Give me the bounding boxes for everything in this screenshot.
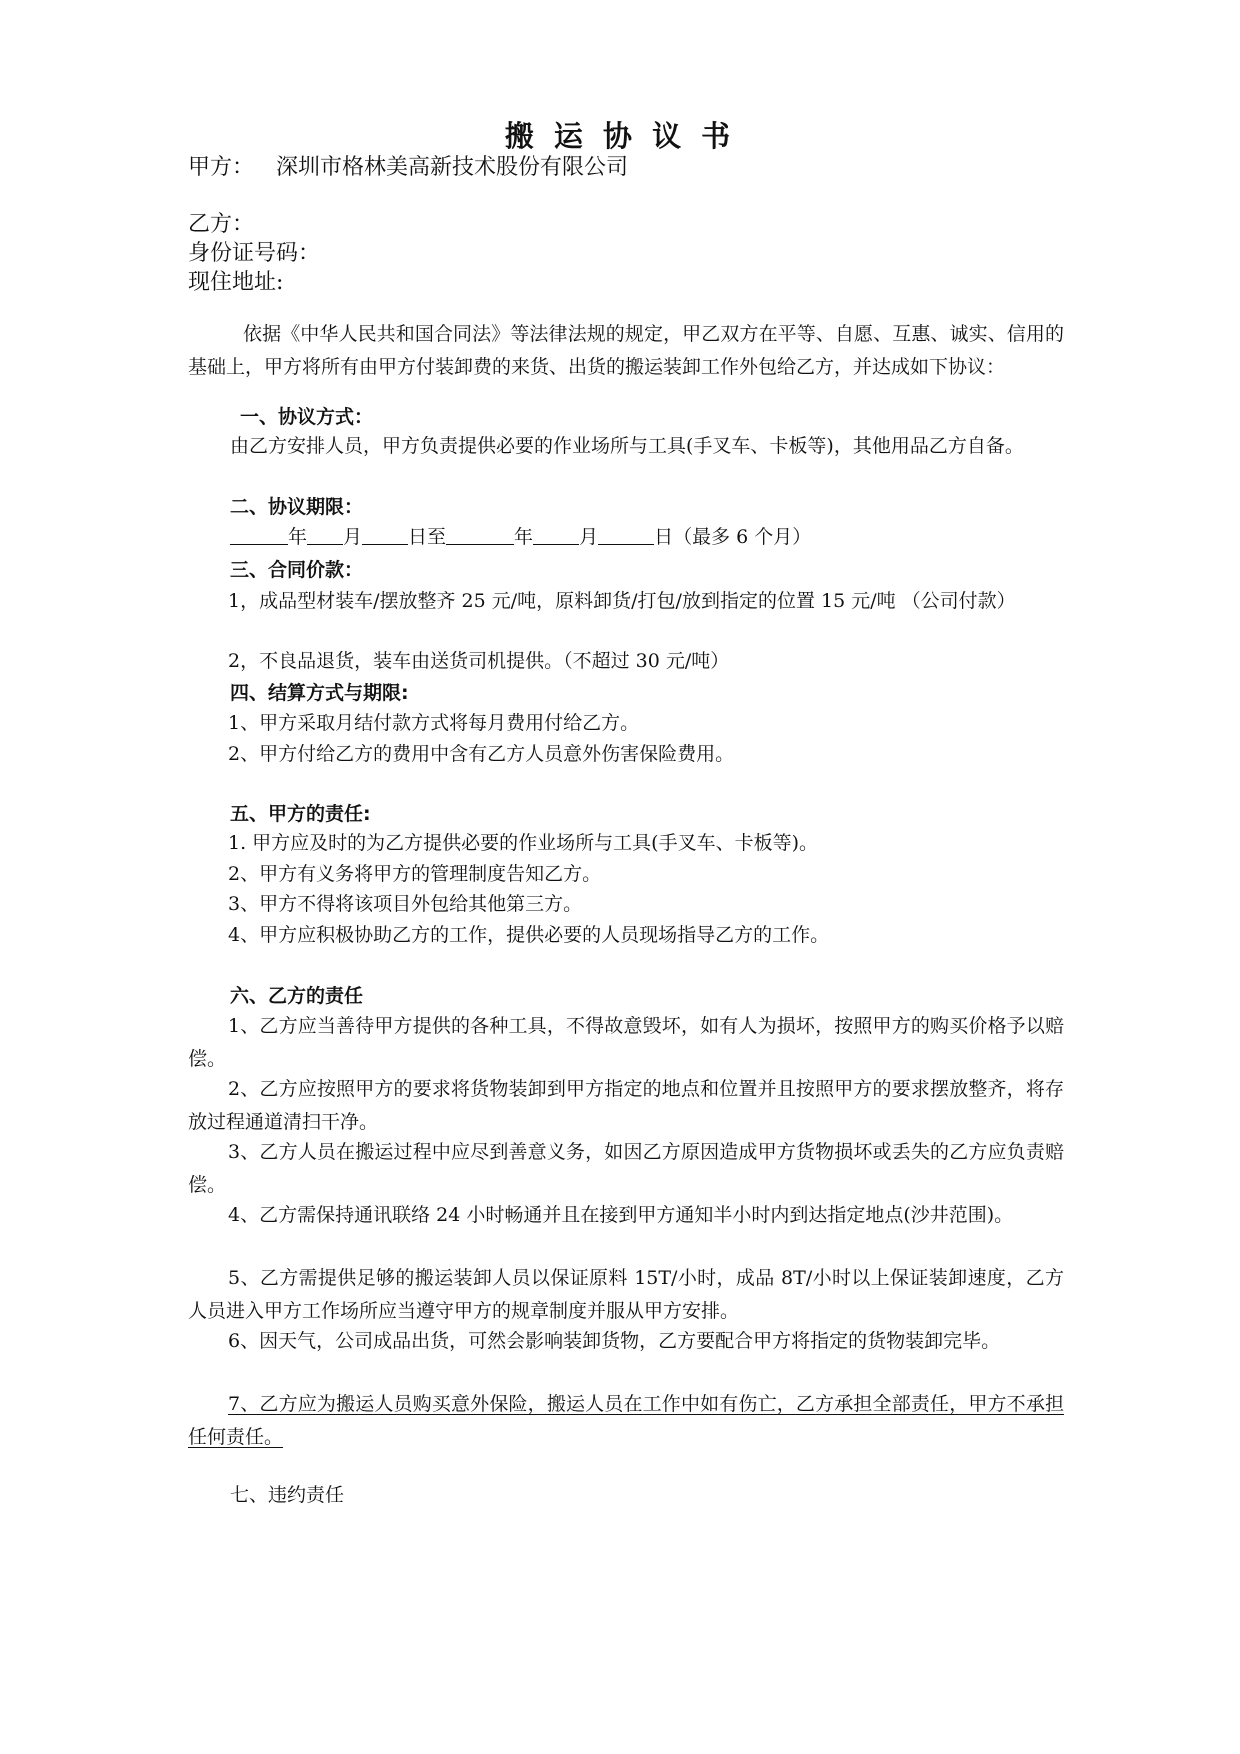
section-6-item-3: 3、乙方人员在搬运过程中应尽到善意义务，如因乙方原因造成甲方货物损坏或丢失的乙方应负责赔偿。 xyxy=(188,1141,1064,1196)
id-number-label: 身份证号码： xyxy=(188,241,321,266)
section-6-item-7: 7、乙方应为搬运人员购买意外保险，搬运人员在工作中如有伤亡，乙方承担全部责任，甲方不承担任何责任。 xyxy=(188,1393,1064,1448)
intro-paragraph: 依据《中华人民共和国合同法》等法律法规的规定，甲乙双方在平等、自愿、互惠、诚实、信用的基础上，甲方将所有由甲方付装卸费的来货、出货的搬运装卸工作外包给乙方，并达成如下协议： xyxy=(188,323,1064,378)
party-a-value: 深圳市格林美高新技术股份有限公司 xyxy=(276,155,629,180)
start-day-blank[interactable] xyxy=(362,520,408,545)
section-3-item-1: 1，成品型材装车/摆放整齐 25 元/吨，原料卸货/打包/放到指定的位置 15 元/吨 （公司付款） xyxy=(228,590,1016,612)
section-1-body: 由乙方安排人员，甲方负责提供必要的作业场所与工具(手叉车、卡板等)，其他用品乙方自备。 xyxy=(230,435,1024,457)
section-1-heading: 一、协议方式： xyxy=(240,406,374,428)
section-4-item-1: 1、甲方采取月结付款方式将每月费用付给乙方。 xyxy=(228,712,640,734)
end-month-label: 月 xyxy=(579,526,599,548)
address-label: 现住地址: xyxy=(188,270,284,295)
section-5-item-1: 1. 甲方应及时的为乙方提供必要的作业场所与工具(手叉车、卡板等)。 xyxy=(228,832,818,854)
section-6-item-4: 4、乙方需保持通讯联络 24 小时畅通并且在接到甲方通知半小时内到达指定地点(沙井范围)。 xyxy=(228,1204,1014,1226)
section-6-heading: 六、乙方的责任 xyxy=(230,985,364,1007)
end-year-label: 年 xyxy=(514,526,534,548)
party-b-label: 乙方： xyxy=(188,212,255,237)
document-title: 搬 运 协 议 书 xyxy=(504,119,736,153)
end-day-blank[interactable] xyxy=(598,520,654,545)
section-6-item-1: 1、乙方应当善待甲方提供的各种工具，不得故意毁坏，如有人为损坏，按照甲方的购买价格予以赔偿。 xyxy=(188,1015,1064,1070)
end-year-blank[interactable] xyxy=(446,520,514,545)
party-a-line xyxy=(188,153,628,183)
term-dates-line xyxy=(230,520,811,554)
max-term-note: （最多 6 个月） xyxy=(673,526,812,548)
day-to-label: 日至 xyxy=(408,526,447,548)
end-day-label: 日 xyxy=(654,526,674,548)
section-4-heading: 四、结算方式与期限: xyxy=(230,682,409,704)
section-7-heading: 七、违约责任 xyxy=(230,1484,345,1506)
section-4-item-2: 2、甲方付给乙方的费用中含有乙方人员意外伤害保险费用。 xyxy=(228,743,735,765)
section-5-item-2: 2、甲方有义务将甲方的管理制度告知乙方。 xyxy=(228,863,602,885)
section-6-item-6: 6、因天气，公司成品出货，可然会影响装卸货物，乙方要配合甲方将指定的货物装卸完毕。 xyxy=(228,1330,1001,1352)
section-6-item-5: 5、乙方需提供足够的搬运装卸人员以保证原料 15T/小时，成品 8T/小时以上保证装卸速度，乙方人员进入甲方工作场所应当遵守甲方的规章制度并服从甲方安排。 xyxy=(188,1267,1064,1322)
section-2-heading: 二、协议期限： xyxy=(230,496,364,518)
month-label: 月 xyxy=(343,526,363,548)
section-5-item-4: 4、甲方应积极协助乙方的工作，提供必要的人员现场指导乙方的工作。 xyxy=(228,924,830,946)
start-month-blank[interactable] xyxy=(307,520,343,545)
year-label: 年 xyxy=(288,526,308,548)
section-6-item-2: 2、乙方应按照甲方的要求将货物装卸到甲方指定的地点和位置并且按照甲方的要求摆放整齐，将存放过程通道清扫干净。 xyxy=(188,1078,1064,1133)
section-5-item-3: 3、甲方不得将该项目外包给其他第三方。 xyxy=(228,893,583,915)
start-year-blank[interactable] xyxy=(230,520,288,545)
end-month-blank[interactable] xyxy=(533,520,579,545)
party-a-label: 甲方： xyxy=(188,155,255,180)
section-3-item-2: 2，不良品退货，装车由送货司机提供。（不超过 30 元/吨） xyxy=(228,650,730,672)
section-3-heading: 三、合同价款： xyxy=(230,559,364,581)
section-5-heading: 五、甲方的责任: xyxy=(230,803,371,825)
